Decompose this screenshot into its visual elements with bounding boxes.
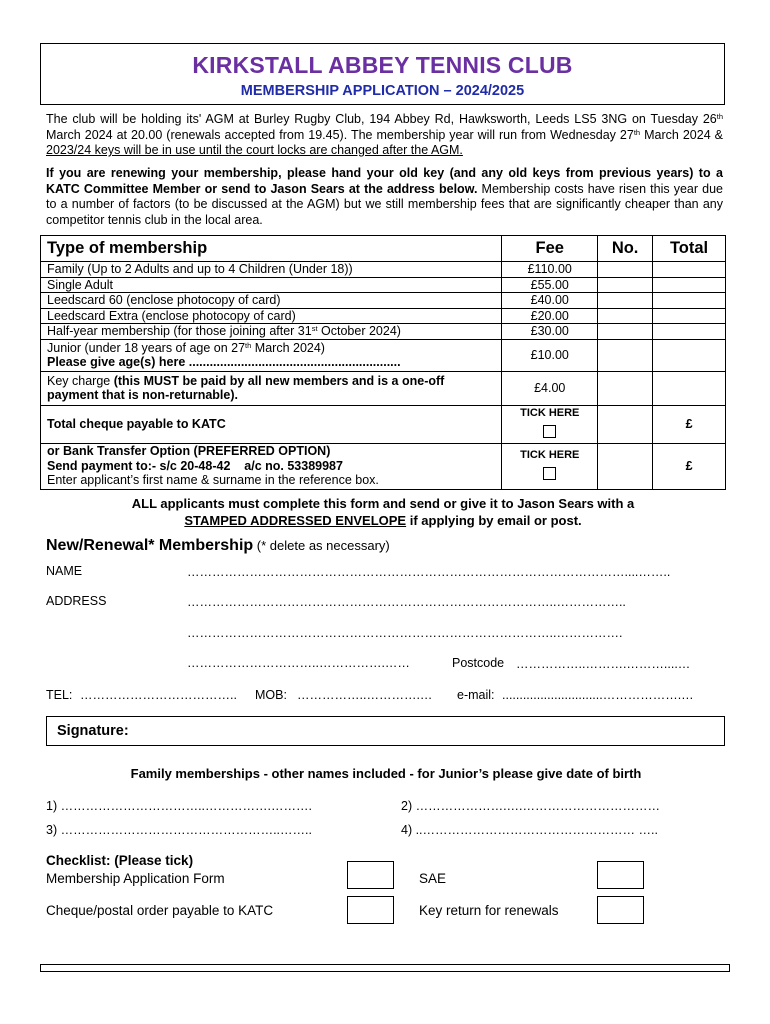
family-name-field-2[interactable]: 2) ………………….….…………………………… [401, 799, 661, 813]
family-name-field-4[interactable]: 4) ..…………………………………………… ….. [401, 823, 658, 837]
table-row-junior: Junior (under 18 years of age on 27th March 2024) Please give age(s) here ............................................................. £10.00 [41, 339, 726, 371]
col-header-total: Total [653, 236, 726, 262]
family-name-field-3[interactable]: 3) ……………………………………………..…….. [46, 823, 312, 837]
address-field-line1[interactable]: ……………………………………………………………………………..…………….. [187, 595, 626, 609]
table-row-single: Single Adult £55.00 [41, 277, 726, 293]
checklist-box-form[interactable] [347, 861, 394, 889]
cheque-tick-checkbox[interactable] [543, 425, 556, 438]
checklist-label-sae: SAE [419, 871, 447, 886]
total-cell[interactable] [653, 339, 726, 371]
email-field[interactable]: .............................……………….… [502, 688, 694, 702]
postcode-label: Postcode [452, 656, 505, 670]
col-header-fee: Fee [502, 236, 598, 262]
table-row-half-year: Half-year membership (for those joining after 31st October 2024) £30.00 [41, 324, 726, 340]
total-cell[interactable] [653, 371, 726, 405]
total-cell[interactable] [653, 293, 726, 309]
signature-box[interactable] [46, 716, 725, 746]
no-cell[interactable] [598, 324, 653, 340]
tel-field[interactable]: ……………………………….. [80, 688, 237, 702]
total-cell[interactable] [653, 308, 726, 324]
table-row-leedscard-extra: Leedscard Extra (enclose photocopy of card) £20.00 [41, 308, 726, 324]
no-cell[interactable] [598, 293, 653, 309]
table-row-key-charge: Key charge (this MUST be paid by all new members and is a one-off payment that is non-returnable). £4.00 [41, 371, 726, 405]
mob-field[interactable]: ……………..………….… [297, 688, 433, 702]
col-header-no: No. [598, 236, 653, 262]
no-cell[interactable] [598, 371, 653, 405]
address-field-line3[interactable]: …………………………..…………….…… [187, 656, 410, 670]
submission-notice: ALL applicants must complete this form and send or give it to Jason Sears with a STAMPED ADDRESSED ENVELOPE if applying by email or post. [131, 496, 635, 528]
table-row-bank-transfer: or Bank Transfer Option (PREFERRED OPTION) Send payment to:- s/c 20-48-42 a/c no. 53389987 Enter applicant’s first name & surname in the reference box. TICK HERE £ [41, 443, 726, 489]
no-cell [598, 443, 653, 489]
table-row-cheque: Total cheque payable to KATC TICK HERE £ [41, 405, 726, 443]
no-cell[interactable] [598, 339, 653, 371]
membership-fees-table [40, 235, 726, 490]
club-title: KIRKSTALL ABBEY TENNIS CLUB [192, 52, 573, 78]
table-row-family: Family (Up to 2 Adults and up to 4 Children (Under 18)) £110.00 [41, 262, 726, 278]
checklist-box-key[interactable] [597, 896, 644, 924]
mob-label: MOB: [255, 688, 287, 702]
bank-transfer-tick-checkbox[interactable] [543, 467, 556, 480]
tel-label: TEL: [46, 688, 73, 702]
checklist-label-cheque: Cheque/postal order payable to KATC [46, 903, 274, 918]
no-cell [598, 405, 653, 443]
name-label: NAME [46, 564, 83, 578]
total-cell[interactable] [653, 262, 726, 278]
no-cell[interactable] [598, 277, 653, 293]
junior-age-field: Please give age(s) here ............................................................. [47, 355, 401, 369]
family-heading: Family memberships - other names included - for Junior’s please give date of birth [130, 766, 642, 781]
total-cell[interactable] [653, 277, 726, 293]
checklist-label-key: Key return for renewals [419, 903, 559, 918]
header-box [40, 43, 725, 105]
table-header-row [41, 236, 726, 262]
checklist-box-sae[interactable] [597, 861, 644, 889]
table-row-leedscard60: Leedscard 60 (enclose photocopy of card) £40.00 [41, 293, 726, 309]
col-header-type: Type of membership [41, 236, 502, 262]
name-field[interactable]: ……………………………………………………………………………………………....…….. [187, 565, 671, 579]
checklist-label-form: Membership Application Form [46, 871, 225, 886]
bank-total-cell[interactable]: £ [653, 443, 726, 489]
footer-divider [40, 964, 730, 972]
no-cell[interactable] [598, 308, 653, 324]
total-cell[interactable] [653, 324, 726, 340]
family-name-field-1[interactable]: 1) ……………………………..…………….………. [46, 799, 312, 813]
form-subtitle: MEMBERSHIP APPLICATION – 2024/2025 [240, 83, 525, 99]
postcode-field[interactable]: ……………..……….………....… [516, 657, 691, 671]
membership-type-heading: New/Renewal* Membership (* delete as necessary) [46, 537, 390, 554]
cheque-total-cell[interactable]: £ [653, 405, 726, 443]
renewal-paragraph: If you are renewing your membership, please hand your old key (and any old keys from previous years) to a KATC Committee Member or send to Jason Sears at the address below. Membership costs have risen this year due to a number of factors (to be discussed at the AGM) but we still membership fees that are significantly cheaper than any competitor tennis club in the local area. [46, 166, 723, 227]
checklist-box-cheque[interactable] [347, 896, 394, 924]
address-field-line2[interactable]: ……………………………………………………………………………..……………. [187, 626, 623, 640]
no-cell[interactable] [598, 262, 653, 278]
signature-label: Signature: [57, 723, 129, 739]
agm-paragraph: The club will be holding its' AGM at Burley Rugby Club, 194 Abbey Rd, Hawksworth, Leeds LS5 3NG on Tuesday 26th March 2024 at 20.00 (renewals accepted from 19.45). The membership year will run from Wednesday 27th March 2024 & 2023/24 keys will be in use until the court locks are changed after the AGM. [46, 112, 723, 157]
checklist-heading: Checklist: (Please tick) [46, 853, 194, 868]
address-label: ADDRESS [46, 594, 107, 608]
email-label: e-mail: [457, 688, 495, 702]
